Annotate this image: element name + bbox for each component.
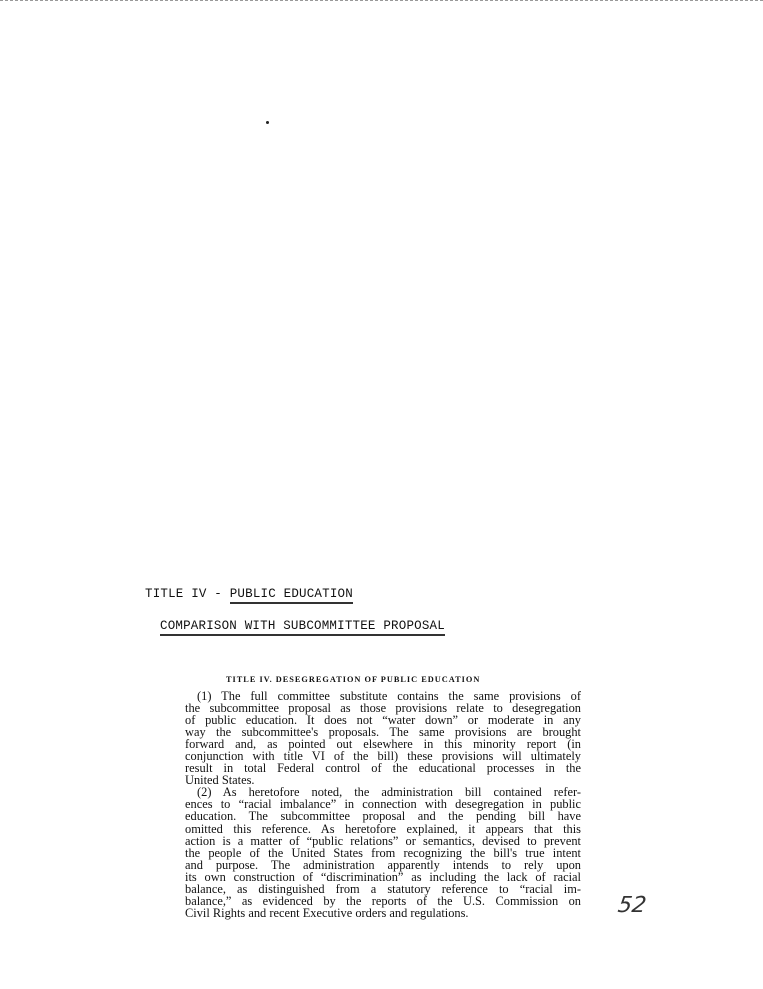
text-line: the people of the United States from recognizing the bill's true intent <box>185 845 581 860</box>
text-line: balance, as distinguished from a statutory reference to “racial im- <box>185 881 581 896</box>
text-line: education. The subcommittee proposal and the pending bill have <box>185 809 581 824</box>
text-line: way the subcommittee's proposals. The same provisions are brought <box>185 725 581 740</box>
text-line: of public education. It does not “water down” or moderate in any <box>185 713 581 728</box>
text-line: Civil Rights and recent Executive orders and regulations. <box>185 905 469 920</box>
text-line: the subcommittee proposal as those provisions relate to desegregation <box>185 701 581 716</box>
text-line: balance,” as evidenced by the reports of the U.S. Commission on <box>185 893 581 908</box>
text-line: result in total Federal control of the educational processes in the <box>185 761 581 776</box>
subheading-text: COMPARISON WITH SUBCOMMITTEE PROPOSAL <box>160 619 445 636</box>
text-line: omitted this reference. As heretofore explained, it appears that this <box>185 821 581 836</box>
title-underlined: PUBLIC EDUCATION <box>230 587 353 604</box>
body-text <box>185 690 581 919</box>
scan-speck <box>266 121 269 124</box>
text-line: action is a matter of “public relations” or semantics, devised to prevent <box>185 833 581 848</box>
text-line: forward and, as pointed out elsewhere in this minority report (in <box>185 737 581 752</box>
handwritten-page-number: 52 <box>616 893 648 918</box>
text-line: (2) As heretofore noted, the administration bill contained refer- <box>197 785 581 800</box>
title-heading <box>145 587 353 601</box>
subheading <box>160 619 445 633</box>
text-line: and purpose. The administration apparently intends to rely upon <box>185 857 581 872</box>
section-title: TITLE IV. DESEGREGATION OF PUBLIC EDUCATION <box>226 675 481 684</box>
text-line: United States. <box>185 773 255 788</box>
text-line: ences to “racial imbalance” in connection with desegregation in public <box>185 797 581 812</box>
text-line: (1) The full committee substitute contains the same provisions of <box>197 689 581 703</box>
text-line: conjunction with title VI of the bill) these provisions will ultimately <box>185 749 581 764</box>
text-line: its own construction of “discrimination” as including the lack of racial <box>185 869 581 884</box>
page-top-border <box>0 0 763 1</box>
title-prefix: TITLE IV - <box>145 587 230 601</box>
